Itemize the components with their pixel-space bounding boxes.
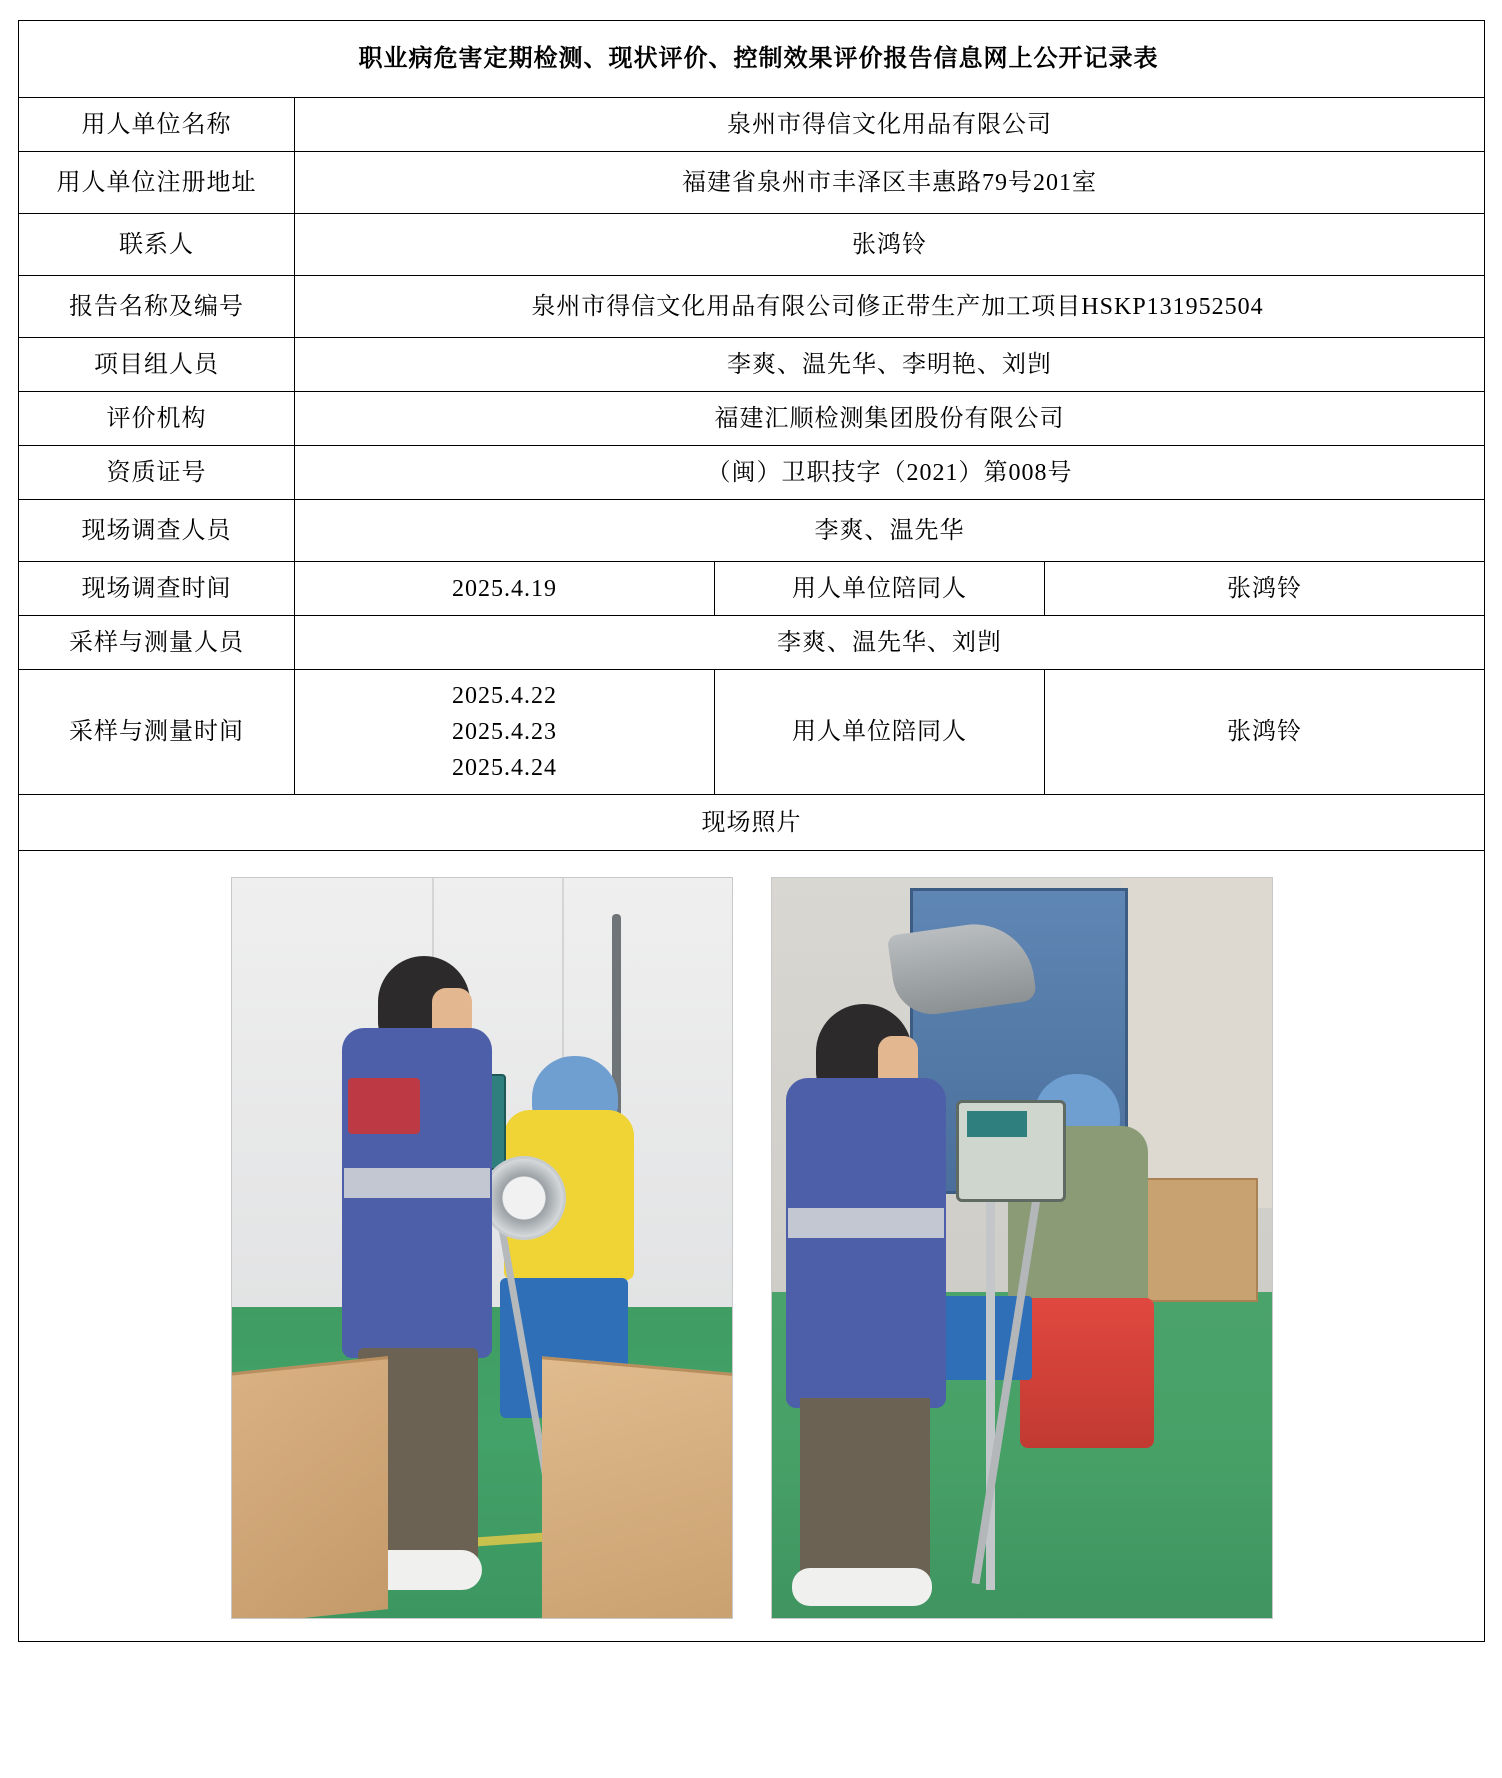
sampling-time-value: [295, 670, 715, 795]
sampling-date-3: 2025.4.24: [452, 755, 557, 781]
table-row-sampling-staff: [19, 616, 1485, 670]
registered-address-label: 用人单位注册地址: [19, 152, 295, 214]
table-row-photos-label: [19, 795, 1485, 851]
sampling-date-1: 2025.4.22: [452, 683, 557, 709]
table-row-registered-address: [19, 152, 1485, 214]
site-photo-left: [231, 877, 733, 1619]
table-row-license: [19, 446, 1485, 500]
photos-cell: [19, 851, 1485, 1642]
table-row-survey-staff: [19, 500, 1485, 562]
survey-escort-value: 张鸿铃: [1045, 562, 1485, 616]
agency-label: 评价机构: [19, 392, 295, 446]
sampling-escort-value: 张鸿铃: [1045, 670, 1485, 795]
record-table: [18, 20, 1485, 1642]
sampling-time-label: 采样与测量时间: [19, 670, 295, 795]
sampling-staff-value: 李爽、温先华、刘剀: [295, 616, 1485, 670]
device-screen: [967, 1111, 1027, 1137]
sampling-date-2: 2025.4.23: [452, 719, 557, 745]
team-label: 项目组人员: [19, 338, 295, 392]
inspector-vest: [786, 1078, 946, 1408]
carton-box: [231, 1356, 388, 1619]
fan-icon: [482, 1156, 566, 1240]
report-label: 报告名称及编号: [19, 276, 295, 338]
employer-name-label: 用人单位名称: [19, 98, 295, 152]
sampling-staff-label: 采样与测量人员: [19, 616, 295, 670]
table-row-report: [19, 276, 1485, 338]
table-row-photos: [19, 851, 1485, 1642]
agency-value: 福建汇顺检测集团股份有限公司: [295, 392, 1485, 446]
site-photo-right: [771, 877, 1273, 1619]
red-stool: [1020, 1298, 1154, 1448]
survey-time-label: 现场调查时间: [19, 562, 295, 616]
contact-value: 张鸿铃: [295, 214, 1485, 276]
registered-address-value: 福建省泉州市丰泽区丰惠路79号201室: [295, 152, 1485, 214]
report-value: 泉州市得信文化用品有限公司修正带生产加工项目HSKP131952504: [295, 276, 1485, 338]
vest-reflective-stripe: [344, 1168, 490, 1198]
table-row-agency: [19, 392, 1485, 446]
survey-staff-label: 现场调查人员: [19, 500, 295, 562]
table-row-sampling-time: [19, 670, 1485, 795]
employer-name-value: 泉州市得信文化用品有限公司: [295, 98, 1485, 152]
survey-time-value: 2025.4.19: [295, 562, 715, 616]
inspector-legs: [800, 1398, 930, 1578]
table-row-team: [19, 338, 1485, 392]
table-row-title: [19, 21, 1485, 98]
contact-label: 联系人: [19, 214, 295, 276]
gas-detector-device: [956, 1100, 1066, 1202]
table-row-contact: [19, 214, 1485, 276]
table-row-survey-time: [19, 562, 1485, 616]
team-value: 李爽、温先华、李明艳、刘剀: [295, 338, 1485, 392]
license-value: （闽）卫职技字（2021）第008号: [295, 446, 1485, 500]
inspector-shoe: [792, 1568, 932, 1606]
photo-gallery: [19, 877, 1484, 1619]
survey-escort-label: 用人单位陪同人: [715, 562, 1045, 616]
license-label: 资质证号: [19, 446, 295, 500]
photos-label: 现场照片: [19, 795, 1485, 851]
survey-staff-value: 李爽、温先华: [295, 500, 1485, 562]
carton-box: [542, 1356, 733, 1619]
company-logo: [348, 1078, 420, 1134]
vest-reflective-stripe: [788, 1208, 944, 1238]
sampling-escort-label: 用人单位陪同人: [715, 670, 1045, 795]
table-row-employer-name: [19, 98, 1485, 152]
page-title: 职业病危害定期检测、现状评价、控制效果评价报告信息网上公开记录表: [19, 21, 1485, 98]
